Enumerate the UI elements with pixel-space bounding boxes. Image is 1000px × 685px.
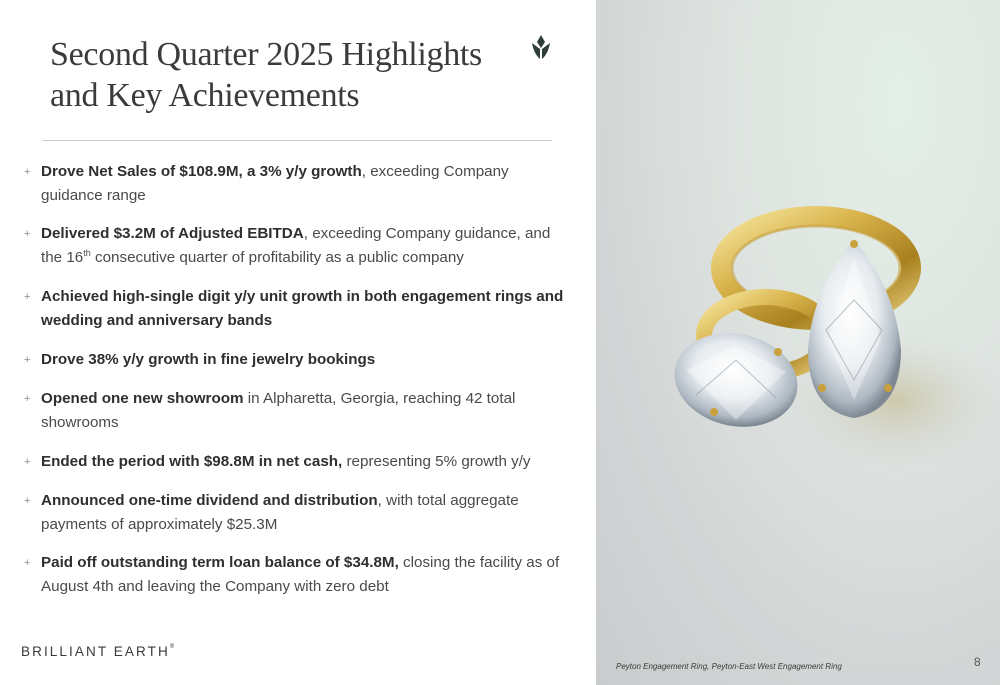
highlight-bold: Drove 38% y/y growth in fine jewelry bookings <box>41 351 376 368</box>
page-number: 8 <box>974 655 981 669</box>
highlights-list <box>24 160 572 599</box>
plus-icon: + <box>24 228 31 240</box>
ordinal-suffix: th <box>83 247 91 258</box>
title-line-1: Second Quarter 2025 Highlights <box>50 36 482 73</box>
highlight-bold: Opened one new showroom <box>41 390 244 407</box>
brand-name: BRILLIANT EARTH <box>21 644 170 659</box>
highlight-bold: Delivered $3.2M of Adjusted EBITDA <box>41 225 304 242</box>
highlight-item <box>24 285 572 333</box>
highlight-text: in Alpharetta, Georgia, reaching 42 total showrooms <box>41 390 516 431</box>
highlight-text: , with total aggregate payments of approximately $25.3M <box>41 492 519 533</box>
highlight-item <box>24 222 572 270</box>
highlight-item <box>24 551 572 599</box>
highlight-item <box>24 450 572 474</box>
highlight-bold: Paid off outstanding term loan balance of $34.8M, <box>41 554 399 571</box>
highlight-bold: Announced one-time dividend and distribution <box>41 492 378 509</box>
title-divider <box>42 140 552 141</box>
plus-icon: + <box>24 495 31 507</box>
highlight-text: , exceeding Company guidance range <box>41 163 509 204</box>
highlight-item <box>24 160 572 208</box>
slide-title <box>50 34 520 116</box>
highlight-text: closing the facility as of August 4th and leaving the Company with zero debt <box>41 554 560 595</box>
highlight-text: , exceeding Company guidance, and the <box>41 225 551 266</box>
brand-logo <box>21 644 174 659</box>
plus-icon: + <box>24 291 31 303</box>
highlight-bold: Achieved high-single digit y/y unit growth in both engagement rings and wedding and anniversary bands <box>41 288 564 329</box>
highlight-number: 16 <box>66 249 84 266</box>
plus-icon: + <box>24 557 31 569</box>
product-photo <box>596 0 1000 685</box>
highlight-bold: Ended the period with $98.8M in net cash, <box>41 453 343 470</box>
plus-icon: + <box>24 166 31 178</box>
highlight-item <box>24 348 572 372</box>
highlight-item <box>24 489 572 537</box>
plus-icon: + <box>24 393 31 405</box>
highlight-text: representing 5% growth y/y <box>342 453 531 470</box>
photo-caption: Peyton Engagement Ring, Peyton-East West Engagement Ring <box>616 662 842 671</box>
plus-icon: + <box>24 456 31 468</box>
engagement-rings-illustration <box>596 0 1000 685</box>
plus-icon: + <box>24 354 31 366</box>
highlight-text-continued: consecutive quarter of profitability as a public company <box>90 249 464 266</box>
highlight-item <box>24 387 572 435</box>
title-line-2: and Key Achievements <box>50 77 360 114</box>
brand-diamond-icon <box>529 34 553 60</box>
highlight-bold: Drove Net Sales of $108.9M, a 3% y/y growth <box>41 163 362 180</box>
trademark-symbol: ® <box>169 644 175 650</box>
